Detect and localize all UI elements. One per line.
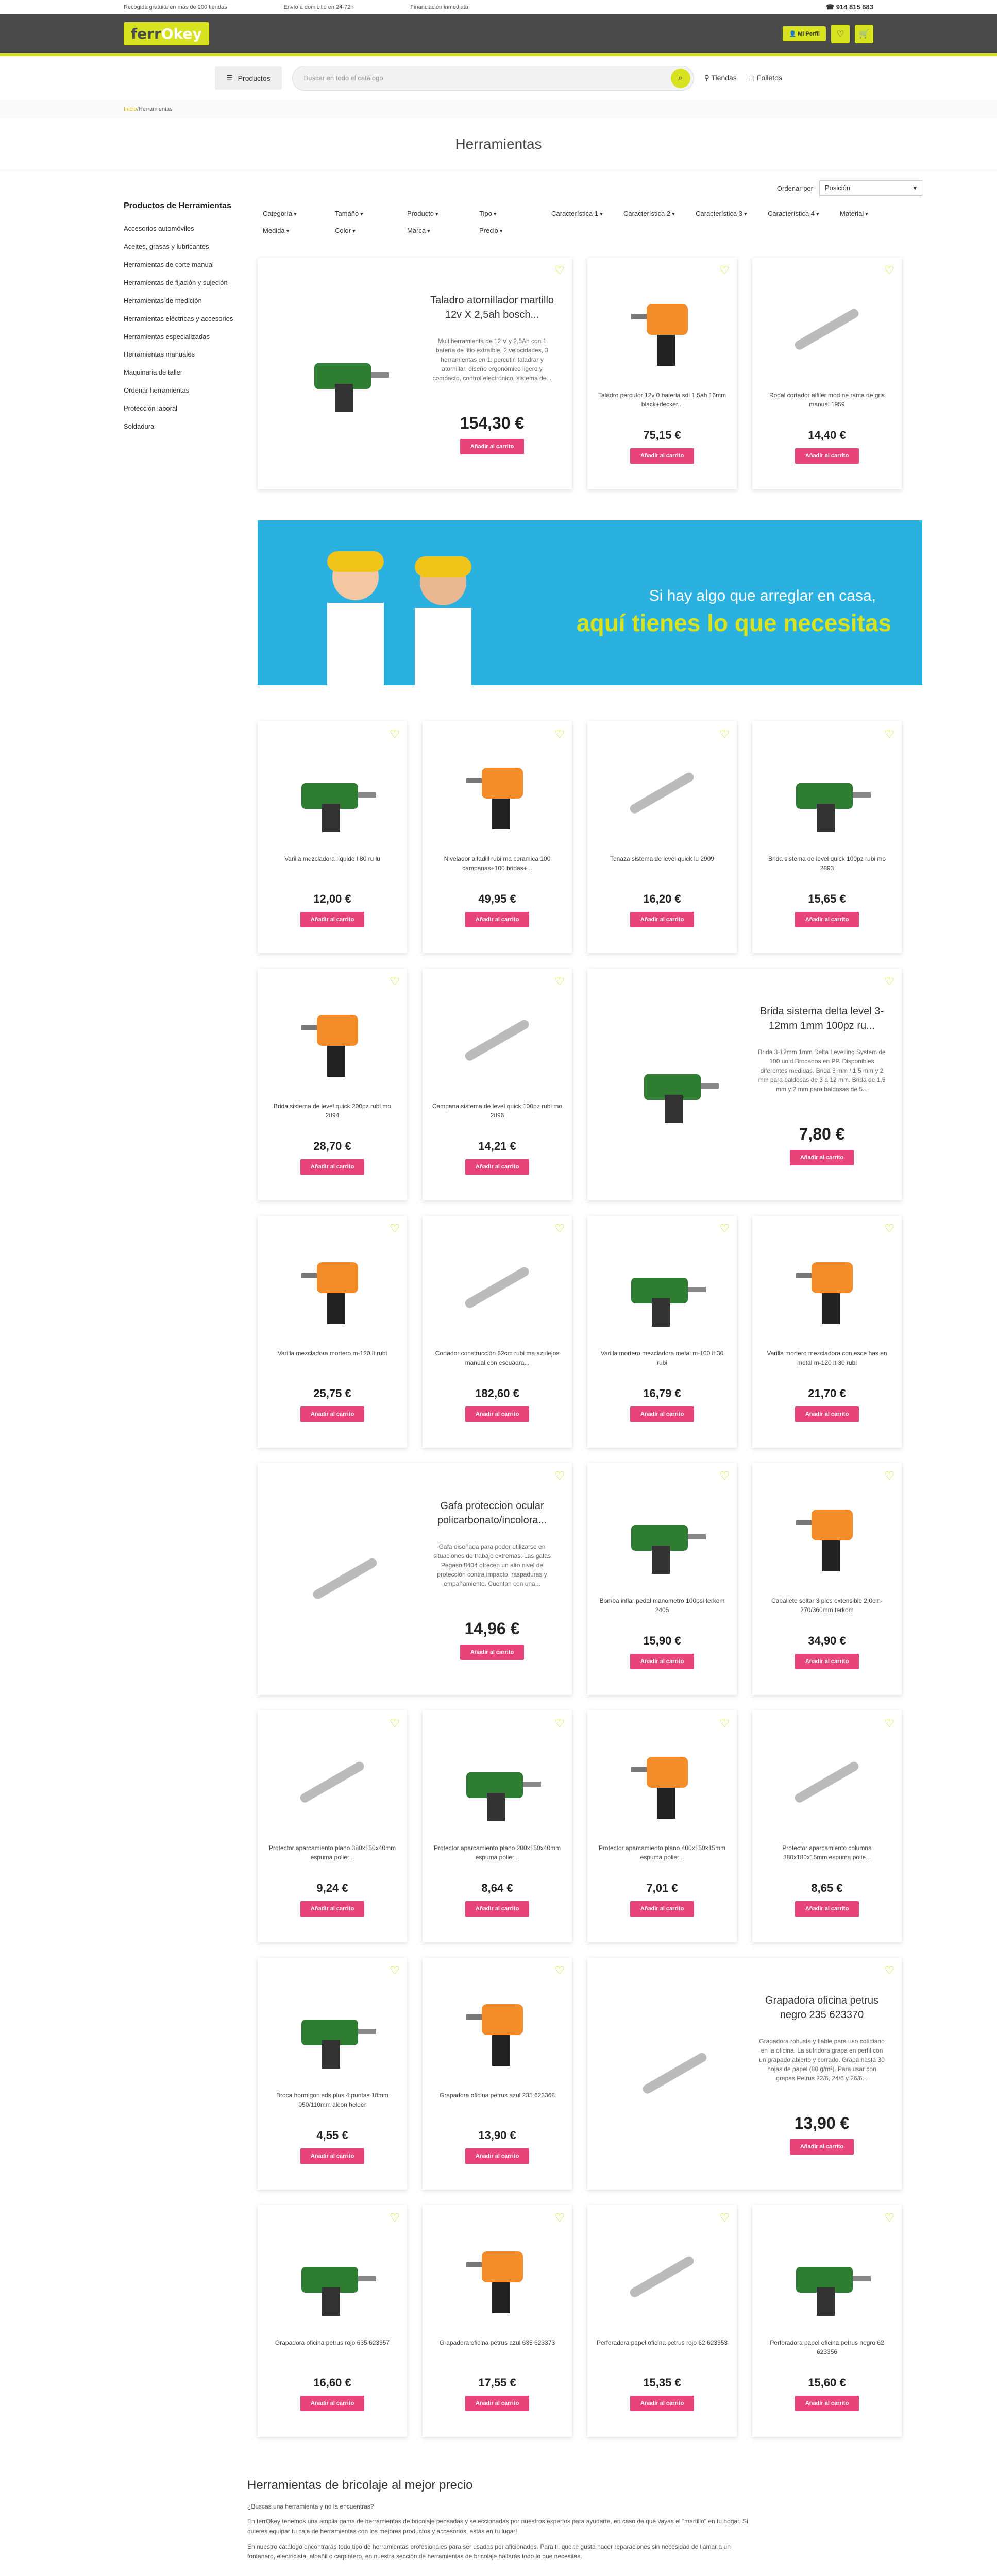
product-card[interactable]: [587, 721, 737, 953]
product-price: 154,30 €: [460, 413, 525, 432]
product-name[interactable]: Taladro percutor 12v 0 bateria sdi 1,5ah 16mm black+decker...: [598, 392, 726, 408]
product-card[interactable]: [258, 1216, 407, 1448]
sidebar-item[interactable]: Maquinaria de taller: [124, 368, 183, 377]
sort-control: [258, 180, 922, 196]
stores-link[interactable]: ⚲ Tiendas: [704, 74, 737, 82]
add-to-cart-button[interactable]: Añadir al carrito: [300, 912, 364, 927]
search-input[interactable]: Buscar en todo el catálogo ⌕: [292, 66, 694, 91]
filter-dropdown[interactable]: Categoría ▾: [263, 207, 335, 220]
sidebar-item[interactable]: Herramientas de medición: [124, 296, 202, 304]
product-price: 14,40 €: [808, 429, 846, 442]
product-image[interactable]: [611, 2226, 714, 2329]
add-to-cart-button[interactable]: Añadir al carrito: [465, 2148, 529, 2164]
product-image[interactable]: [775, 1731, 878, 1834]
product-card[interactable]: [587, 1463, 737, 1695]
filter-dropdown[interactable]: Marca ▾: [407, 224, 479, 237]
product-card[interactable]: [423, 2205, 572, 2437]
product-card[interactable]: [752, 2205, 902, 2437]
product-name[interactable]: Protector aparcamiento plano 200x150x40mm espuma poliet...: [433, 1844, 561, 1861]
filter-dropdown[interactable]: Tamaño ▾: [335, 207, 407, 220]
add-to-cart-button[interactable]: Añadir al carrito: [630, 912, 694, 927]
product-name[interactable]: Grapadora oficina petrus rojo 635 623357: [275, 2339, 390, 2346]
breadcrumb-home[interactable]: Inicio: [124, 106, 137, 112]
product-image[interactable]: [611, 742, 714, 845]
product-price: 15,35 €: [643, 2376, 681, 2389]
product-image[interactable]: [446, 1731, 549, 1834]
sidebar-item[interactable]: Soldadura: [124, 422, 155, 430]
product-price: 75,15 €: [643, 429, 681, 442]
add-to-cart-button[interactable]: Añadir al carrito: [790, 1150, 854, 1165]
heart-icon[interactable]: ♡: [390, 1964, 400, 1977]
heart-icon[interactable]: ♡: [390, 2211, 400, 2224]
product-info: [757, 1004, 886, 1165]
product-row: [258, 1216, 922, 1448]
phone-link[interactable]: ☎ 914 815 683: [825, 3, 873, 11]
add-to-cart-button[interactable]: Añadir al carrito: [465, 1159, 529, 1175]
heart-icon[interactable]: ♡: [554, 1717, 565, 1730]
product-card[interactable]: [587, 2205, 737, 2437]
product-name[interactable]: Protector aparcamiento columna 380x180x15mm espuma polie...: [782, 1844, 872, 1861]
heart-icon[interactable]: ♡: [390, 1222, 400, 1235]
product-image[interactable]: [446, 2226, 549, 2329]
filter-dropdown[interactable]: Material ▾: [840, 207, 912, 220]
product-card[interactable]: [752, 258, 902, 489]
heart-icon[interactable]: ♡: [884, 1717, 894, 1730]
delivery-info: Envío a domicilio en 24-72h: [283, 4, 354, 10]
product-image[interactable]: [273, 301, 417, 446]
product-image[interactable]: [611, 1484, 714, 1587]
product-card[interactable]: [752, 1463, 902, 1695]
product-name[interactable]: Protector aparcamiento plano 400x150x15mm espuma poliet...: [598, 1844, 726, 1861]
product-image[interactable]: [281, 1236, 384, 1340]
product-name[interactable]: Tenaza sistema de level quick lu 2909: [610, 855, 715, 862]
heart-icon[interactable]: ♡: [390, 1717, 400, 1730]
product-name[interactable]: Brida sistema de level quick 100pz rubi mo 2893: [768, 855, 886, 872]
seo-paragraph: ¿Buscas una herramienta y no la encuentras?: [247, 2503, 374, 2510]
product-price: 15,60 €: [808, 2376, 846, 2389]
breadcrumb: Inicio / Herramientas: [0, 100, 997, 118]
add-to-cart-button[interactable]: Añadir al carrito: [300, 1406, 364, 1422]
product-image[interactable]: [775, 2226, 878, 2329]
product-card[interactable]: [587, 969, 902, 1200]
heart-icon[interactable]: ♡: [719, 1222, 730, 1235]
product-name[interactable]: Rodal cortador alfiler mod ne rama de gris manual 1959: [769, 392, 885, 408]
sidebar-item[interactable]: Herramientas de fijación y sujeción: [124, 278, 228, 286]
product-card[interactable]: [752, 1216, 902, 1448]
heart-icon[interactable]: ♡: [719, 2211, 730, 2224]
account-button[interactable]: 👤 Mi Perfil: [783, 26, 826, 41]
product-row: [258, 1463, 922, 1695]
product-row: [258, 258, 922, 489]
product-name[interactable]: Perforadora papel oficina petrus rojo 62 623353: [596, 2339, 728, 2346]
add-to-cart-button[interactable]: Añadir al carrito: [630, 2396, 694, 2411]
heart-icon[interactable]: ♡: [554, 2211, 565, 2224]
product-image[interactable]: [446, 1236, 549, 1340]
product-name[interactable]: Perforadora papel oficina petrus negro 62 623356: [770, 2339, 884, 2355]
menu-icon: ☰: [226, 74, 233, 82]
heart-icon[interactable]: ♡: [554, 264, 565, 277]
product-image[interactable]: [446, 989, 549, 1092]
product-price: 25,75 €: [313, 1387, 351, 1400]
add-to-cart-button[interactable]: Añadir al carrito: [630, 1406, 694, 1422]
product-image[interactable]: [603, 1012, 747, 1157]
filter-dropdown[interactable]: Tipo ▾: [479, 207, 551, 220]
product-image[interactable]: [775, 742, 878, 845]
product-price: 17,55 €: [478, 2376, 516, 2389]
add-to-cart-button[interactable]: Añadir al carrito: [795, 1406, 859, 1422]
product-description: Brida 3-12mm 1mm Delta Levelling System de 100 unid.Brocados en PP. Disponibles diferentes medidas. Brida 3 mm / 1,5 mm y 2 mm para baldosas de 3 a 12 mm. Brida de 1,5 mm y 2 mm para baldosas de 5...: [758, 1048, 886, 1093]
product-card[interactable]: [258, 1958, 407, 2190]
add-to-cart-button[interactable]: Añadir al carrito: [465, 1901, 529, 1917]
product-card[interactable]: [423, 1710, 572, 1942]
sidebar-item[interactable]: Aceites, grasas y lubricantes: [124, 243, 209, 251]
product-image[interactable]: [281, 2226, 384, 2329]
filter-dropdown[interactable]: Característica 4 ▾: [768, 207, 840, 220]
seo-paragraph: En nuestro catálogo encontrarás todo tipo de herramientas profesionales para ser usadas por aficionados. Para ti, que te gusta hacer reparaciones sin necesidad de llamar a un fontanero, electricista, albañil o carpintero, en nuestra sección de herramientas de bricolaje hallarás todo lo que necesitas.: [247, 2543, 731, 2560]
product-description: Multiherramienta de 12 V y 2,5Ah con 1 batería de litio extraíble, 2 velocidades, 3 herramientas en 1: percutir, taladrar y atornillar, diseño ergonómico ligero y compacto, control electrónico, sistema de...: [432, 337, 552, 382]
product-price: 21,70 €: [808, 1387, 846, 1400]
heart-icon[interactable]: ♡: [390, 727, 400, 740]
heart-icon[interactable]: ♡: [884, 1964, 894, 1977]
product-price: 49,95 €: [478, 892, 516, 905]
heart-icon[interactable]: ♡: [884, 975, 894, 988]
heart-icon[interactable]: ♡: [884, 1222, 894, 1235]
product-image[interactable]: [775, 1236, 878, 1340]
product-name[interactable]: Taladro atornillador martillo 12v X 2,5ah bosch...: [430, 294, 554, 320]
sidebar-item[interactable]: Herramientas especializadas: [124, 332, 210, 341]
product-name[interactable]: Brida sistema delta level 3-12mm 1mm 100pz ru...: [759, 1005, 884, 1031]
product-card[interactable]: [258, 2205, 407, 2437]
add-to-cart-button[interactable]: Añadir al carrito: [460, 439, 524, 454]
product-image[interactable]: [273, 1507, 417, 1651]
product-price: 8,65 €: [811, 1882, 843, 1894]
product-price: 13,90 €: [794, 2113, 850, 2132]
product-name[interactable]: Grapadora oficina petrus negro 235 623370: [765, 1994, 879, 2021]
product-card[interactable]: [423, 1958, 572, 2190]
heart-icon[interactable]: ♡: [390, 975, 400, 988]
heart-icon[interactable]: ♡: [719, 264, 730, 277]
product-name[interactable]: Gafa proteccion ocular policarbonato/incolora...: [437, 1500, 547, 1526]
heart-icon[interactable]: ♡: [554, 1469, 565, 1482]
add-to-cart-button[interactable]: Añadir al carrito: [630, 448, 694, 464]
product-price: 14,21 €: [478, 1140, 516, 1153]
product-name[interactable]: Brida sistema de level quick 200pz rubi mo 2894: [273, 1103, 392, 1119]
breadcrumb-current: Herramientas: [138, 106, 173, 112]
product-card[interactable]: [587, 1710, 737, 1942]
product-price: 15,65 €: [808, 892, 846, 905]
top-info-bar: [0, 0, 997, 14]
product-name[interactable]: Grapadora oficina petrus azul 235 623368: [439, 2092, 555, 2099]
product-price: 16,79 €: [643, 1387, 681, 1400]
sidebar-heading: Productos de Herramientas: [124, 201, 231, 210]
product-price: 12,00 €: [313, 892, 351, 905]
add-to-cart-button[interactable]: Añadir al carrito: [795, 1654, 859, 1669]
product-image[interactable]: [446, 1978, 549, 2081]
sort-label: Ordenar por: [776, 184, 813, 192]
product-name[interactable]: Caballete soltar 3 pies extensible 2,0cm-270/360mm terkom: [771, 1597, 883, 1614]
product-image[interactable]: [281, 1731, 384, 1834]
product-image[interactable]: [611, 278, 714, 381]
sort-select[interactable]: Posición ▾: [819, 180, 922, 196]
product-row: [258, 1710, 922, 1942]
site-header: [0, 14, 997, 53]
add-to-cart-button[interactable]: Añadir al carrito: [465, 1406, 529, 1422]
promo-banner[interactable]: [258, 520, 922, 685]
product-image[interactable]: [611, 1731, 714, 1834]
sidebar-item[interactable]: Herramientas eléctricas y accesorios: [124, 314, 233, 323]
filter-bar: [258, 207, 922, 237]
product-info: [757, 1993, 886, 2155]
heart-icon[interactable]: ♡: [554, 1222, 565, 1235]
add-to-cart-button[interactable]: Añadir al carrito: [795, 2396, 859, 2411]
product-name[interactable]: Varilla mezcladora mortero m-120 lt rubi: [277, 1350, 387, 1357]
seo-paragraph: En ferrOkey tenemos una amplia gama de herramientas de bricolaje pensadas y seleccionadas por nuestros expertos para ayudarte, en caso de que vayas el "martillo" en tu hogar. Si quieres equipar tu caja de herramientas con los mejores productos y accesorios, estás en tu lugar!: [247, 2518, 748, 2535]
product-card[interactable]: [752, 721, 902, 953]
product-price: 28,70 €: [313, 1140, 351, 1153]
product-name[interactable]: Grapadora oficina petrus azul 635 623373: [439, 2339, 555, 2346]
add-to-cart-button[interactable]: Añadir al carrito: [460, 1645, 524, 1660]
product-card[interactable]: [423, 969, 572, 1200]
category-sidebar: [124, 180, 247, 2452]
product-card[interactable]: [752, 1710, 902, 1942]
heart-icon[interactable]: ♡: [554, 727, 565, 740]
product-price: 7,80 €: [799, 1124, 845, 1143]
add-to-cart-button[interactable]: Añadir al carrito: [790, 2139, 854, 2155]
product-card[interactable]: [258, 1463, 572, 1695]
product-image[interactable]: [281, 1978, 384, 2081]
financing-info: Financiación inmediata: [410, 4, 468, 10]
search-icon[interactable]: ⌕: [671, 69, 690, 88]
filter-dropdown[interactable]: Característica 3 ▾: [696, 207, 768, 220]
catalogs-link[interactable]: ▤ Folletos: [748, 74, 782, 82]
sidebar-item[interactable]: Ordenar herramientas: [124, 386, 190, 395]
product-price: 16,20 €: [643, 892, 681, 905]
add-to-cart-button[interactable]: Añadir al carrito: [300, 2396, 364, 2411]
product-name[interactable]: Campana sistema de level quick 100pz rubi mo 2896: [432, 1103, 563, 1119]
cart-icon[interactable]: 🛒: [855, 25, 873, 43]
chevron-down-icon: ▾: [913, 184, 917, 192]
product-card[interactable]: [258, 258, 572, 489]
wishlist-icon[interactable]: ♡: [831, 25, 850, 43]
product-row: [258, 969, 922, 1200]
product-image[interactable]: [446, 742, 549, 845]
seo-text: [0, 2478, 997, 2576]
heart-icon[interactable]: ♡: [884, 264, 894, 277]
product-price: 4,55 €: [316, 2129, 348, 2142]
filter-dropdown[interactable]: Color ▾: [335, 224, 407, 237]
products-menu-button[interactable]: ☰ Productos: [215, 66, 282, 90]
add-to-cart-button[interactable]: Añadir al carrito: [630, 1901, 694, 1917]
sidebar-item[interactable]: Herramientas de corte manual: [124, 260, 214, 268]
filter-dropdown[interactable]: Característica 2 ▾: [623, 207, 696, 220]
heart-icon[interactable]: ♡: [554, 1964, 565, 1977]
product-info: [428, 293, 556, 454]
product-price: 8,64 €: [481, 1882, 513, 1894]
add-to-cart-button[interactable]: Añadir al carrito: [795, 912, 859, 927]
product-card[interactable]: [587, 1958, 902, 2190]
product-image[interactable]: [281, 989, 384, 1092]
product-description: Gafa diseñada para poder utilizarse en situaciones de trabajo extremas. Las gafas Pegaso 8404 ofrecen un alto nivel de protección contra impacto, raspaduras y empañamiento. Cuentan con una...: [433, 1543, 551, 1587]
product-row: [258, 2205, 922, 2437]
pickup-info: Recogida gratuita en más de 200 tiendas: [124, 4, 227, 10]
add-to-cart-button[interactable]: Añadir al carrito: [300, 1159, 364, 1175]
product-image[interactable]: [281, 742, 384, 845]
product-row: [258, 721, 922, 953]
add-to-cart-button[interactable]: Añadir al carrito: [465, 912, 529, 927]
page-title: Herramientas: [0, 118, 997, 170]
product-card[interactable]: [423, 721, 572, 953]
filter-dropdown[interactable]: Precio ▾: [479, 224, 551, 237]
sidebar-item[interactable]: Accesorios automóviles: [124, 225, 194, 233]
product-price: 16,60 €: [313, 2376, 351, 2389]
add-to-cart-button[interactable]: Añadir al carrito: [465, 2396, 529, 2411]
product-price: 7,01 €: [646, 1882, 678, 1894]
product-price: 15,90 €: [643, 1634, 681, 1647]
product-image[interactable]: [775, 278, 878, 381]
product-name[interactable]: Varilla mortero mezcladora metal m-100 lt 30 rubi: [600, 1350, 724, 1366]
product-card[interactable]: [423, 1216, 572, 1448]
heart-icon[interactable]: ♡: [719, 1469, 730, 1482]
add-to-cart-button[interactable]: Añadir al carrito: [300, 2148, 364, 2164]
add-to-cart-button[interactable]: Añadir al carrito: [630, 1654, 694, 1669]
product-card[interactable]: [258, 721, 407, 953]
heart-icon[interactable]: ♡: [554, 975, 565, 988]
banner-line-1: Si hay algo que arreglar en casa,: [649, 587, 876, 604]
product-card[interactable]: [587, 258, 737, 489]
site-logo[interactable]: ferrOkey: [124, 22, 209, 45]
add-to-cart-button[interactable]: Añadir al carrito: [300, 1901, 364, 1917]
product-name[interactable]: Cortador construcción 62cm rubi ma azulejos manual con escuadra...: [435, 1350, 560, 1366]
product-description: Grapadora robusta y fiable para uso cotidiano en la oficina. La sufridora grapa en perfil con un grapado abierto y cerrado. Grapa hasta 30 hojas de papel (80 g/m²). Para usar con grapas Petrus 22/6, 24/6 y 26/6...: [759, 2037, 885, 2082]
product-price: 9,24 €: [316, 1882, 348, 1894]
product-image[interactable]: [603, 2002, 747, 2146]
product-price: 34,90 €: [808, 1634, 846, 1647]
heart-icon[interactable]: ♡: [884, 727, 894, 740]
product-card[interactable]: [258, 969, 407, 1200]
product-price: 182,60 €: [475, 1387, 519, 1400]
sidebar-item[interactable]: Protección laboral: [124, 404, 178, 413]
product-price: 14,96 €: [464, 1619, 520, 1638]
product-card[interactable]: [587, 1216, 737, 1448]
add-to-cart-button[interactable]: Añadir al carrito: [795, 1901, 859, 1917]
product-image[interactable]: [611, 1236, 714, 1340]
filter-dropdown[interactable]: Característica 1 ▾: [551, 207, 623, 220]
product-name[interactable]: Nivelador alfadill rubi ma ceramica 100 campanas+100 bridas+...: [444, 855, 551, 872]
product-info: [428, 1499, 556, 1660]
product-name[interactable]: Bomba inflar pedal manometro 100psi terkom 2405: [599, 1597, 725, 1614]
filter-dropdown[interactable]: Medida ▾: [263, 224, 335, 237]
search-navigation: [0, 56, 997, 100]
product-image[interactable]: [775, 1484, 878, 1587]
heart-icon[interactable]: ♡: [719, 1717, 730, 1730]
heart-icon[interactable]: ♡: [884, 2211, 894, 2224]
product-card[interactable]: [258, 1710, 407, 1942]
heart-icon[interactable]: ♡: [884, 1469, 894, 1482]
seo-heading: Herramientas de bricolaje al mejor precio: [247, 2478, 473, 2492]
product-name[interactable]: Protector aparcamiento plano 380x150x40mm espuma poliet...: [268, 1844, 396, 1861]
filter-dropdown[interactable]: Producto ▾: [407, 207, 479, 220]
sidebar-item[interactable]: Herramientas manuales: [124, 350, 195, 359]
product-name[interactable]: Broca hormigon sds plus 4 puntas 18mm 050/110mm alcon helder: [276, 2092, 389, 2108]
product-row: [258, 1958, 922, 2190]
product-name[interactable]: Varilla mezcladora líquido l 80 ru lu: [284, 855, 380, 862]
heart-icon[interactable]: ♡: [719, 727, 730, 740]
add-to-cart-button[interactable]: Añadir al carrito: [795, 448, 859, 464]
banner-line-2: aquí tienes lo que necesitas: [577, 609, 891, 636]
product-name[interactable]: Varilla mortero mezcladora con esce has en metal m-120 lt 30 rubi: [767, 1350, 887, 1366]
product-price: 13,90 €: [478, 2129, 516, 2142]
